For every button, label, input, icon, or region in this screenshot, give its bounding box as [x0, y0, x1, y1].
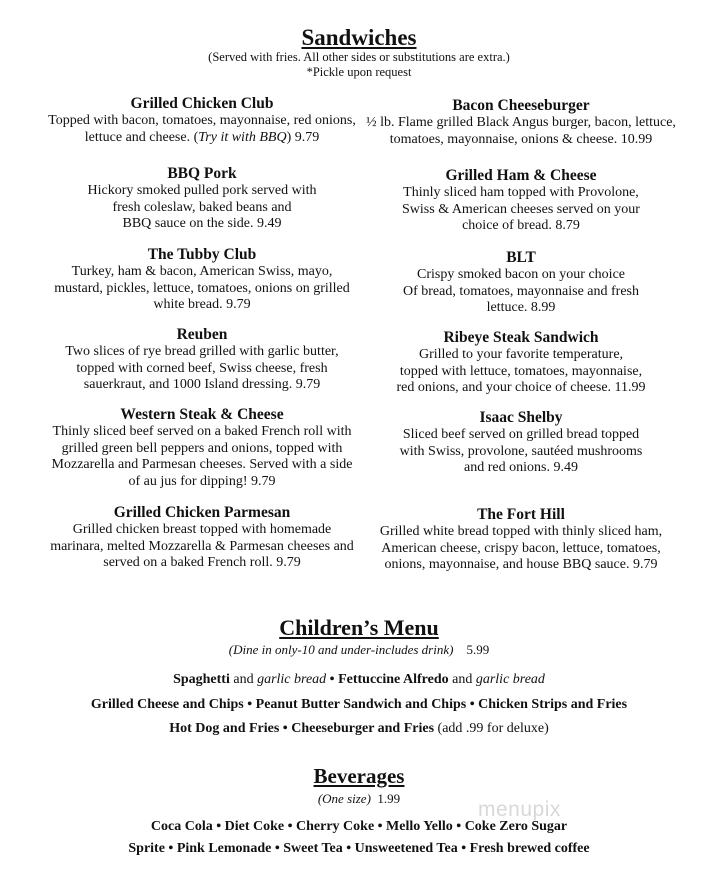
beverages-size-note: (One size) 1.99	[317, 791, 401, 806]
item-name: Bacon Cheeseburger	[452, 97, 590, 114]
beverages-price: 1.99	[377, 791, 401, 806]
childrens-price: 5.99	[466, 642, 490, 657]
menu-item-grilled-ham-cheese	[350, 166, 692, 235]
item-description: Grilled white bread topped with thinly sliced ham, American cheese, crispy bacon, lettuce, tomatoes, onions, mayonnaise, and house BBQ sauce. 9.79	[379, 524, 663, 572]
item-name: Reuben	[176, 326, 228, 343]
childrens-line-3: Hot Dog and Fries • Cheeseburger and Fries (add .99 for deluxe)	[169, 721, 549, 736]
item-description: Grilled chicken breast topped with homemade marinara, melted Mozzarella & Parmesan cheeses and served on a baked French roll. 9.79	[50, 522, 354, 570]
pickle-note: *Pickle upon request	[306, 65, 412, 79]
menu-item-grilled-chicken-parmesan	[22, 503, 382, 572]
item-description: Topped with bacon, tomatoes, mayonnaise, red onions, lettuce and cheese. (Try it with BBQ) 9.79	[48, 113, 356, 145]
childrens-menu-title: Children’s Menu	[279, 615, 439, 640]
item-name: Ribeye Steak Sandwich	[443, 329, 599, 346]
sandwiches-served-note: (Served with fries. All other sides or substitutions are extra.)	[208, 50, 510, 64]
item-description: Turkey, ham & bacon, American Swiss, mayo, mustard, pickles, lettuce, tomatoes, onions on grilled white bread. 9.79	[54, 264, 350, 312]
menu-item-isaac-shelby	[350, 408, 692, 477]
menu-item-bacon-cheeseburger	[350, 96, 692, 148]
item-name: Grilled Ham & Cheese	[445, 167, 597, 184]
menu-item-bbq-pork	[22, 164, 382, 233]
item-name: Grilled Chicken Parmesan	[113, 504, 291, 521]
item-description: Crispy smoked bacon on your choice Of bread, tomatoes, mayonnaise and fresh lettuce. 8.99	[403, 267, 639, 315]
item-name: Isaac Shelby	[479, 409, 563, 426]
menu-item-ribeye-steak-sandwich	[350, 328, 692, 397]
beverages-line-2: Sprite • Pink Lemonade • Sweet Tea • Unsweetened Tea • Fresh brewed coffee	[128, 841, 590, 856]
item-description: Two slices of rye bread grilled with garlic butter, topped with corned beef, Swiss cheese, fresh sauerkraut, and 1000 Island dressing. 9.79	[65, 344, 339, 392]
menu-item-blt	[350, 248, 692, 317]
item-name: BLT	[506, 249, 536, 266]
item-name: Western Steak & Cheese	[120, 406, 284, 423]
item-name: BBQ Pork	[167, 165, 237, 182]
menu-item-western-steak-cheese	[22, 405, 382, 490]
item-description: Hickory smoked pulled pork served with fresh coleslaw, baked beans and BBQ sauce on the side. 9.49	[87, 183, 317, 231]
childrens-line-1: Spaghetti and garlic bread • Fettuccine Alfredo and garlic bread	[173, 672, 545, 687]
beverages-title: Beverages	[313, 764, 405, 788]
beverages-line-1: Coca Cola • Diet Coke • Cherry Coke • Mello Yello • Coke Zero Sugar	[150, 819, 568, 834]
item-description: Grilled to your favorite temperature, topped with lettuce, tomatoes, mayonnaise, red onions, and your choice of cheese. 11.99	[396, 347, 646, 395]
menu-item-tubby-club	[22, 245, 382, 314]
item-name: The Tubby Club	[147, 246, 257, 263]
item-description: Thinly sliced beef served on a baked French roll with grilled green bell peppers and onions, topped with Mozzarella and Parmesan cheeses. Served with a side of au jus for dipping! 9.79	[51, 424, 353, 489]
menu-item-grilled-chicken-club	[22, 94, 382, 146]
menu-item-reuben	[22, 325, 382, 394]
item-description: Thinly sliced ham topped with Provolone, Swiss & American cheeses served on your choice of bread. 8.79	[402, 185, 640, 233]
sandwiches-title: Sandwiches	[301, 25, 417, 50]
item-description: ½ lb. Flame grilled Black Angus burger, bacon, lettuce, tomatoes, mayonnaise, onions & cheese. 10.99	[366, 115, 676, 147]
menupix-watermark: menupix	[478, 798, 561, 821]
item-name: Grilled Chicken Club	[130, 95, 274, 112]
item-name: The Fort Hill	[477, 506, 565, 523]
menu-item-fort-hill	[350, 505, 692, 574]
item-description: Sliced beef served on grilled bread topped with Swiss, provolone, sautéed mushrooms and red onions. 9.49	[399, 427, 643, 475]
childrens-line-2: Grilled Cheese and Chips • Peanut Butter Sandwich and Chips • Chicken Strips and Fries	[90, 697, 628, 712]
childrens-menu-note: (Dine in only-10 and under-includes drink) 5.99	[228, 642, 490, 657]
